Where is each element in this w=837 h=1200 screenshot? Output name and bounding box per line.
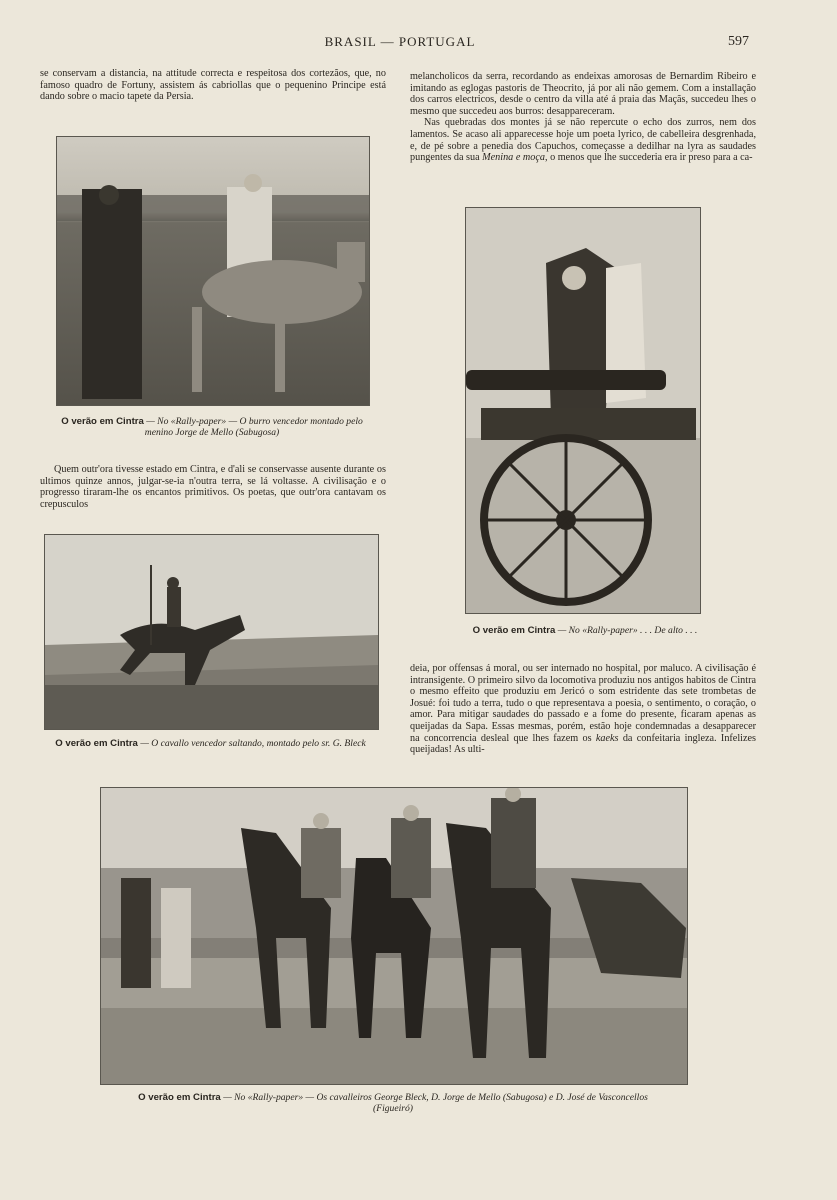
ladies-carriage-photo bbox=[465, 207, 701, 614]
page-number: 597 bbox=[728, 34, 749, 49]
text-run: da confeitaria ingleza. Infelizes queijadas! As ulti- bbox=[410, 732, 756, 756]
paragraph bbox=[410, 117, 756, 163]
caption-text: — No «Rally-paper» . . . De alto . . . bbox=[557, 625, 698, 636]
caption-jump bbox=[44, 738, 377, 749]
paragraph bbox=[410, 663, 756, 756]
col2-mid-text bbox=[410, 663, 756, 756]
caption-lead: O verão em Cintra bbox=[472, 625, 556, 636]
three-horsemen-photo bbox=[100, 787, 688, 1085]
caption-lead: O verão em Cintra bbox=[138, 1092, 221, 1103]
col1-top-text bbox=[40, 68, 386, 103]
col2-top-text bbox=[410, 71, 756, 164]
caption-donkey bbox=[56, 416, 368, 438]
italic-title: Menina e moça bbox=[482, 152, 545, 164]
caption-text: — No «Rally-paper» — O burro vencedor montado pelo menino Jorge de Mello (Sabugosa) bbox=[144, 416, 363, 438]
paragraph: melancholicos da serra, recordando as endeixas amorosas de Bernardim Ribeiro e imitando as eglogas pastoris de Theocrito, já por ali não gemem. Com a installação dos carros electricos, desde o centro da villa até á praia das Maçãs, succedeu lhes o mesmo que succedeu aos burros: desappareceram. bbox=[410, 71, 756, 117]
text-run: , o menos que lhe succederia era ir preso para a ca- bbox=[544, 152, 753, 164]
donkey-rider-photo bbox=[56, 136, 370, 406]
text-run: Nas quebradas dos montes já se não repercute o echo dos zurros, nem dos lamentos. Se acaso ali apparecesse hoje um poeta lyrico, de cabelleira desgrenhada, e, de pé sobre a penedia dos Capuchos, começasse a dedilhar na lyra as saudades pungentes da sua bbox=[410, 117, 756, 164]
publication-title: BRASIL — PORTUGAL bbox=[324, 34, 476, 49]
paragraph: se conservam a distancia, na attitude correcta e respeitosa dos cortezãos, que, no famoso quadro de Fortuny, assistem ás cabriollas que o pequenino Principe está dando sobre o macio tapete da Persia. bbox=[40, 68, 386, 103]
caption-carriage bbox=[440, 625, 730, 636]
paragraph: Quem outr'ora tivesse estado em Cintra, e d'ali se conservasse ausente durante os ultimos quinze annos, julgar-se-ia n'outra terra, se lá voltasse. A civilisação e o progresso tiraram-lhe os encantos primitivos. Os poetas, que outr'ora cantavam os crepusculos bbox=[40, 464, 386, 510]
horse-jump-photo bbox=[44, 534, 379, 730]
text-run: deia, por offensas á moral, ou ser internado no hospital, por maluco. A civilisação é intransigente. O primeiro silvo da locomotiva produziu nos antigos habitos de Cintra o mesmo effeito que produziu em Jericó o som estridente das sete trombetas de Josué: foi tudo a terra, tudo o que representava a poesia, o sentimento, o coração, o amor. Para mitigar saudades do passado e a fome do presente, ficaram apenas as queijadas da Sapa. Essas mesmas, porém, estão hoje condemnadas a desapparecer na concorrencia desleal que lhes fazem os bbox=[410, 663, 756, 744]
caption-horsemen bbox=[120, 1092, 666, 1114]
italic-word: kaeks bbox=[595, 732, 619, 744]
col1-mid-text bbox=[40, 464, 386, 510]
caption-lead: O verão em Cintra bbox=[61, 416, 144, 427]
page-header bbox=[0, 34, 837, 54]
caption-text: — O cavallo vencedor saltando, montado pelo sr. G. Bleck bbox=[140, 738, 366, 749]
caption-lead: O verão em Cintra bbox=[55, 738, 138, 749]
caption-text: — No «Rally-paper» — Os cavalleiros George Bleck, D. Jorge de Mello (Sabugosa) e D. José de Vasconcellos (Figueiró) bbox=[223, 1092, 648, 1114]
